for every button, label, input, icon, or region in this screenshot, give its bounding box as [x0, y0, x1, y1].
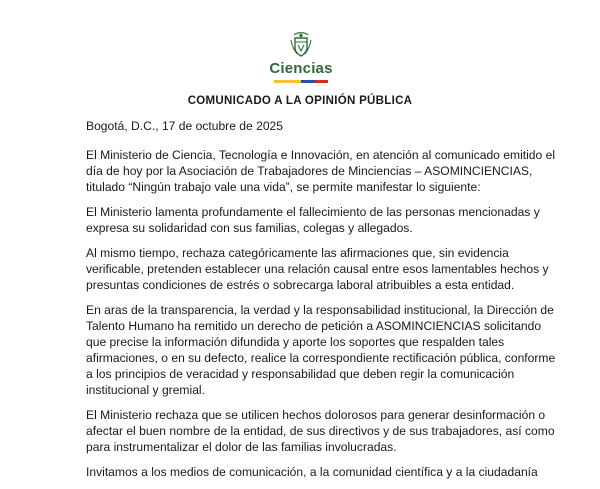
paragraph: El Ministerio rechaza que se utilicen hechos dolorosos para generar desinformación o afectar el buen nombre de la entidad, de sus directivos y de sus trabajadores, así como para instrumentalizar el dolor de las familias involucradas.: [86, 408, 555, 454]
paragraph: El Ministerio de Ciencia, Tecnología e Innovación, en atención al comunicado emitido el día de hoy por la Asociación de Trabajadores de Minciencias – ASOMINCIENCIAS, titulado “Ningún trabajo vale una vida”, se permite manifestar lo siguiente:: [86, 148, 556, 194]
paragraph: El Ministerio lamenta profundamente el fallecimiento de las personas mencionadas y expresa su solidaridad con sus familias, colegas y allegados.: [86, 205, 540, 235]
document-title: COMUNICADO A LA OPINIÓN PÚBLICA: [187, 95, 413, 107]
date-line: Bogotá, D.C., 17 de octubre de 2025: [86, 119, 283, 133]
paragraph: En aras de la transparencia, la verdad y la responsabilidad institucional, la Dirección de Talento Humano ha remitido un derecho de petición a ASOMINCIENCIAS solicitando que precise la información difundida y aporte los soportes que respalden tales afirmaciones, o en su defecto, realice la correspondiente rectificación pública, conforme a los principios de veracidad y responsabilidad que deben regir la comunicación institucional y gremial.: [86, 303, 556, 397]
ministry-logo: [262, 30, 340, 86]
logo-wordmark: Ciencias: [269, 60, 333, 77]
flag-stripe: [274, 80, 328, 83]
paragraph: Invitamos a los medios de comunicación, a la comunidad científica y a la ciudadanía: [86, 465, 538, 479]
paragraph: Al mismo tiempo, rechaza categóricamente las afirmaciones que, sin evidencia verificable, pretenden establecer una relación causal entre esos lamentables hechos y presuntas condiciones de estrés o sobrecarga laboral atribuibles a esta entidad.: [86, 246, 549, 292]
document-body: [86, 118, 556, 489]
coat-of-arms-icon: [290, 32, 312, 58]
